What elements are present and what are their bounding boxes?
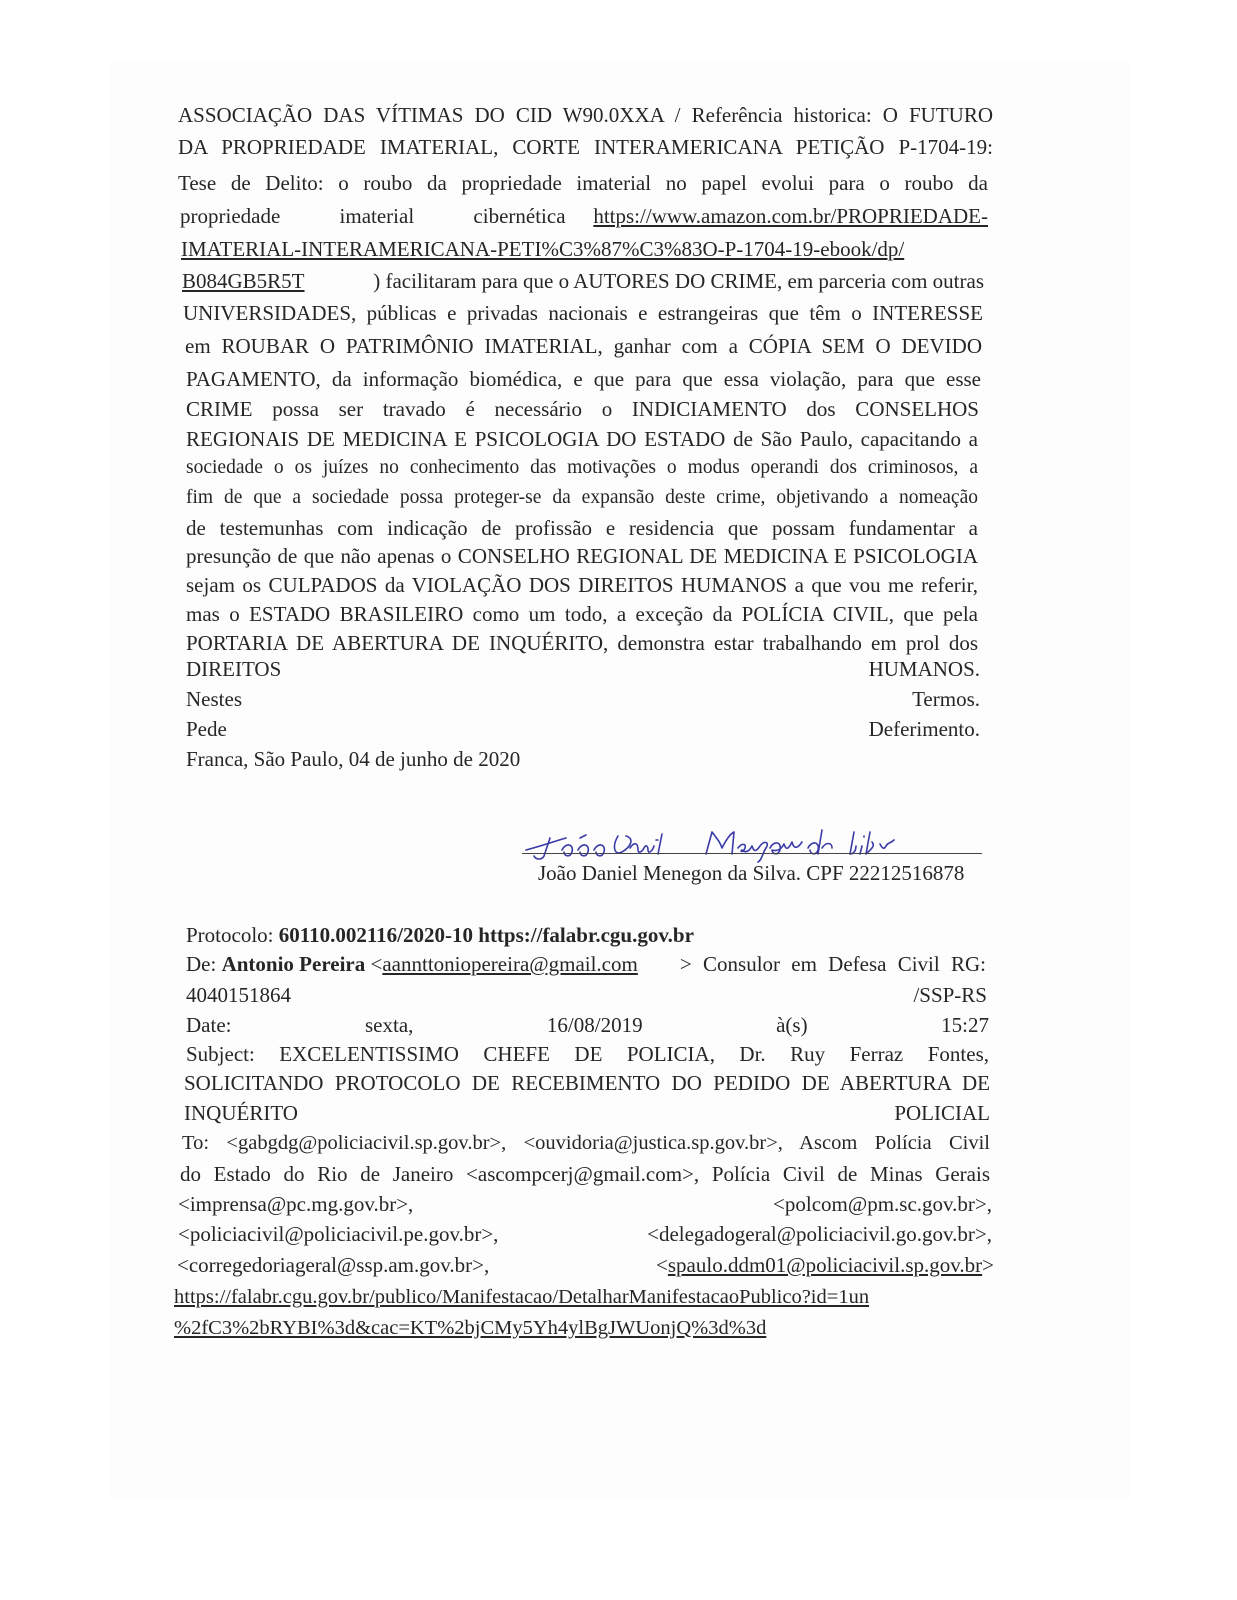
to-line: do Estado do Rio de Janeiro <ascompcerj@gmail.com>, Polícia Civil de Minas Gerais (180, 1162, 990, 1186)
body-line: REGIONAIS DE MEDICINA E PSICOLOGIA DO ESTADO de São Paulo, capacitando a (186, 427, 978, 451)
url-line (174, 1284, 869, 1310)
body-line: fim de que a sociedade possa proteger-se da expansão deste crime, objetivando a nomeação (186, 487, 978, 508)
from-line (186, 951, 986, 977)
body-line (186, 656, 980, 682)
subject-line: Subject: EXCELENTISSIMO CHEFE DE POLICIA, Dr. Ruy Ferraz Fontes, (186, 1042, 989, 1066)
from-name: Antonio Pereira (221, 952, 366, 976)
to-line (177, 1252, 994, 1278)
body-line: sejam os CULPADOS da VIOLAÇÃO DOS DIREITOS HUMANOS a que vou me referir, (186, 573, 978, 597)
amazon-link-cont[interactable]: IMATERIAL-INTERAMERICANA-PETI%C3%87%C3%83O-P-1704-19-ebook/dp/ (181, 237, 905, 261)
subject-line (184, 1100, 990, 1126)
date-time: 15:27 (941, 1013, 989, 1037)
falabr-url-link[interactable]: https://falabr.cgu.gov.br/publico/Manifestacao/DetalharManifestacaoPublico?id=1un (174, 1286, 870, 1308)
body-line: em ROUBAR O PATRIMÔNIO IMATERIAL, ganhar com a CÓPIA SEM O DEVIDO (185, 334, 982, 358)
from-sender: De: Antonio Pereira <aannttoniopereira@gmail.com (186, 952, 638, 976)
body-line: mas o ESTADO BRASILEIRO como um todo, a exceção da POLÍCIA CIVIL, que pela (186, 602, 978, 626)
rg-number: 4040151864 (186, 983, 291, 1007)
body-line: CRIME possa ser travado é necessário o INDICIAMENTO dos CONSELHOS (186, 397, 979, 421)
body-line: presunção de que não apenas o CONSELHO REGIONAL DE MEDICINA E PSICOLOGIA (186, 544, 978, 568)
url-line (174, 1315, 766, 1341)
body-line: ASSOCIAÇÃO DAS VÍTIMAS DO CID W90.0XXA / Referência historica: O FUTURO (178, 103, 993, 127)
protocol-number: 60110.002116/2020-10 https://falabr.cgu.gov.br (278, 923, 694, 947)
to-line (178, 1191, 992, 1217)
body-line: Tese de Delito: o roubo da propriedade imaterial no papel evolui para o roubo da (178, 171, 988, 195)
to-email: <imprensa@pc.mg.gov.br>, (178, 1192, 414, 1216)
to-email-link[interactable]: spaulo.ddm01@policiacivil.sp.gov.br (667, 1253, 983, 1277)
body-line: UNIVERSIDADES, públicas e privadas nacionais e estrangeiras que têm o INTERESSE (183, 301, 983, 325)
to-email: <corregedoriageral@ssp.am.gov.br>, (177, 1253, 490, 1277)
date-label: Date: (186, 1013, 232, 1037)
body-line (182, 268, 984, 294)
body-line (181, 236, 904, 262)
subject-line: SOLICITANDO PROTOCOLO DE RECEBIMENTO DO PEDIDO DE ABERTURA DE (184, 1071, 990, 1095)
closing-text: Termos. (912, 687, 980, 711)
subject-text: INQUÉRITO (184, 1101, 298, 1125)
body-text: ) facilitaram para que o AUTORES DO CRIME, em parceria com outras (373, 269, 984, 293)
subject-text: POLICIAL (894, 1101, 990, 1125)
date-day: sexta, (365, 1013, 414, 1037)
amazon-link[interactable]: https://www.amazon.com.br/PROPRIEDADE- (593, 204, 988, 228)
date-value: 16/08/2019 (546, 1013, 643, 1037)
body-text: DIREITOS (186, 657, 282, 681)
closing-text: Pede (186, 717, 227, 741)
date-line (186, 1012, 989, 1038)
body-line: sociedade o os juízes no conhecimento das motivações o modus operandi dos criminosos, a (186, 457, 978, 478)
place-date: Franca, São Paulo, 04 de junho de 2020 (186, 747, 521, 771)
protocol-label: Protocolo: (186, 923, 279, 947)
amazon-link-cont[interactable]: B084GB5R5T (182, 269, 305, 293)
to-email: <polcom@pm.sc.gov.br>, (773, 1192, 992, 1216)
from-rest: > Consulor em Defesa Civil RG: (679, 952, 986, 976)
to-line (178, 1221, 992, 1247)
falabr-url-link-cont[interactable]: %2fC3%2bRYBI%3d&cac=KT%2bjCMy5Yh4ylBgJWUonjQ%3d%3d (174, 1317, 767, 1339)
signer-name: João Daniel Menegon da Silva. CPF 22212516878 (538, 861, 965, 885)
to-email: <policiacivil@policiacivil.pe.gov.br>, (178, 1222, 499, 1246)
rg-line (186, 982, 987, 1008)
body-line: DA PROPRIEDADE IMATERIAL, CORTE INTERAMERICANA PETIÇÃO P-1704-19: (178, 135, 993, 159)
body-line: PORTARIA DE ABERTURA DE INQUÉRITO, demonstra estar trabalhando em prol dos (186, 631, 978, 655)
closing-line (186, 716, 980, 742)
signature-line (522, 853, 982, 854)
to-line: To: <gabgdg@policiacivil.sp.gov.br>, <ouvidoria@justica.sp.gov.br>, Ascom Polícia Civil (182, 1132, 990, 1154)
protocol-line (186, 922, 694, 948)
to-email: <delegadogeral@policiacivil.go.gov.br>, (647, 1222, 992, 1246)
body-text: propriedade imaterial cibernética (180, 204, 566, 228)
to-email: <spaulo.ddm01@policiacivil.sp.gov.br> (656, 1253, 994, 1277)
closing-text: Deferimento. (868, 717, 980, 741)
closing-text: Nestes (186, 687, 242, 711)
from-email-link[interactable]: aannttoniopereira@gmail.com (382, 952, 638, 976)
rg-issuer: /SSP-RS (913, 983, 987, 1007)
date-at: à(s) (776, 1013, 808, 1037)
body-line: de testemunhas com indicação de profissão e residencia que possam fundamentar a (186, 516, 978, 540)
body-text: HUMANOS. (868, 657, 980, 681)
closing-line (186, 686, 980, 712)
body-line (180, 203, 988, 229)
body-line: PAGAMENTO, da informação biomédica, e que para que essa violação, para que esse (186, 367, 981, 391)
